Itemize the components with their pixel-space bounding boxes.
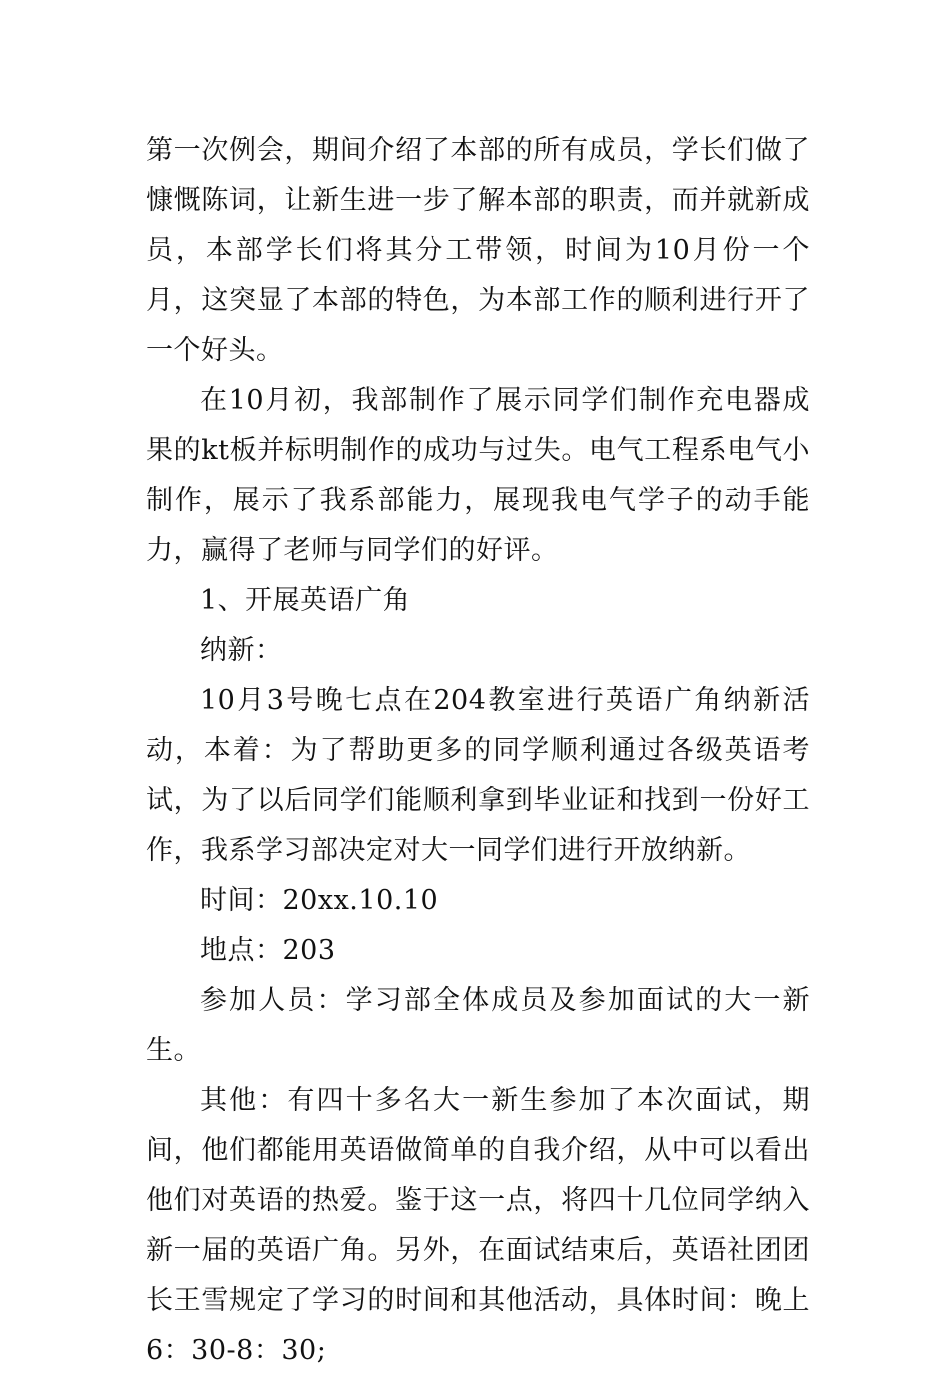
paragraph-kt-board: 在10月初，我部制作了展示同学们制作充电器成果的kt板并标明制作的成功与过失。电气工程系电气小制作，展示了我系部能力，展现我电气学子的动手能力，赢得了老师与同学们的好评。 xyxy=(146,385,810,566)
paragraph-meeting: 第一次例会，期间介绍了本部的所有成员，学长们做了慷慨陈词，让新生进一步了解本部的职责，而并就新成员，本部学长们将其分工带领，时间为10月份一个月，这突显了本部的特色，为本部工作的顺利进行开了一个好头。 xyxy=(146,135,810,366)
paragraph-recruitment: 10月3号晚七点在204教室进行英语广角纳新活动，本着：为了帮助更多的同学顺利通过各级英语考试，为了以后同学们能顺利拿到毕业证和找到一份好工作，我系学习部决定对大一同学们进行开放纳新。 xyxy=(146,685,810,866)
info-participants: 参加人员：学习部全体成员及参加面试的大一新生。 xyxy=(146,985,810,1066)
document-body xyxy=(146,126,810,1376)
info-location: 地点：203 xyxy=(200,935,336,966)
paragraph-other: 其他：有四十多名大一新生参加了本次面试，期间，他们都能用英语做简单的自我介绍，从中可以看出他们对英语的热爱。鉴于这一点，将四十几位同学纳入新一届的英语广角。另外，在面试结束后，英语社团团长王雪规定了学习的时间和其他活动，具体时间：晚上 6：30-8：30; xyxy=(146,1085,810,1366)
subheading-recruitment: 纳新： xyxy=(200,635,283,666)
section-heading-english-corner: 1、开展英语广角 xyxy=(200,585,411,616)
info-time: 时间：20xx.10.10 xyxy=(200,885,439,916)
